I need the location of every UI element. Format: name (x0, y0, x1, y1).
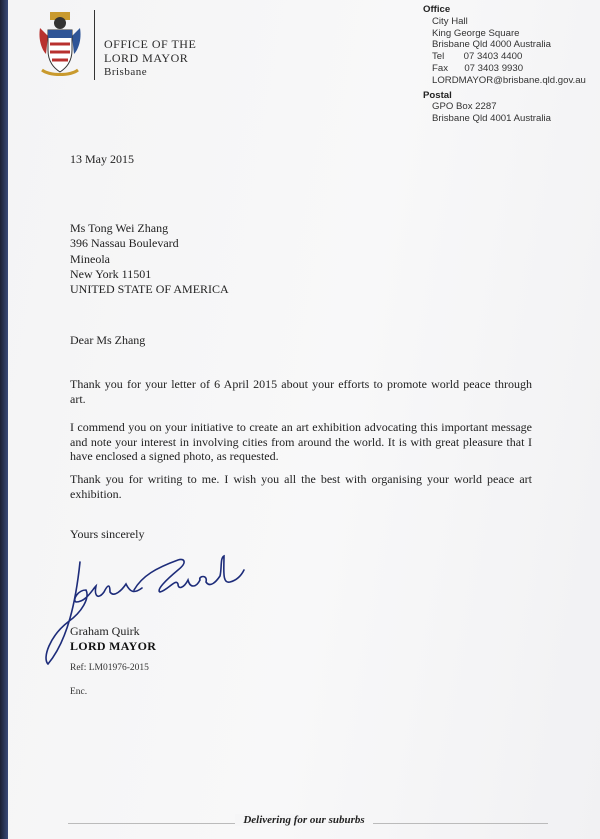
footer-slogan-text: Delivering for our suburbs (235, 814, 372, 826)
office-city: Brisbane (104, 66, 148, 78)
signatory-name: Graham Quirk (70, 624, 140, 638)
fax-label: Fax (432, 62, 448, 74)
email-address: LORDMAYOR@brisbane.qld.gov.au (432, 74, 586, 86)
enclosure-note: Enc. (70, 687, 88, 697)
salutation: Dear Ms Zhang (70, 333, 146, 347)
telephone (423, 51, 600, 63)
closing: Yours sincerely (70, 527, 145, 541)
contact-block (423, 4, 600, 125)
letterhead-title (104, 37, 254, 79)
body-paragraph: Thank you for writing to me. I wish you all the best with organising your world peace art exhibition. (70, 472, 532, 501)
tel-number: 07 3403 4400 (463, 51, 523, 63)
body-paragraph: Thank you for your letter of 6 April 2015 about your efforts to promote world peace through art. (70, 377, 532, 406)
body-paragraph: I commend you on your initiative to create an art exhibition advocating this important message and note your interest in involving cities from around the world. It is with great pleasure that I have enclosed a signed photo, as requested. (70, 420, 532, 463)
reference-number: Ref: LM01976-2015 (70, 663, 149, 673)
letterhead-divider (94, 10, 95, 80)
coat-of-arms-icon (36, 10, 84, 80)
page-edge (0, 0, 8, 839)
recipient-line: UNITED STATE OF AMERICA (70, 282, 229, 297)
office-heading: Office (423, 4, 451, 15)
footer-slogan (8, 814, 600, 826)
letter-date: 13 May 2015 (70, 152, 134, 166)
recipient-line: New York 11501 (70, 266, 152, 281)
signatory-title: LORD MAYOR (70, 639, 157, 653)
postal-line: Brisbane Qld 4001 Australia (432, 113, 551, 125)
recipient-address (70, 221, 229, 297)
office-address-line: King George Square (432, 27, 520, 39)
letter-page (8, 0, 600, 839)
tel-label: Tel (432, 51, 445, 63)
office-address-line: Brisbane Qld 4000 Australia (432, 39, 551, 51)
office-address-line: City Hall (432, 15, 468, 27)
postal-heading: Postal (423, 89, 452, 101)
office-line-2: LORD MAYOR (104, 51, 189, 65)
recipient-line: Ms Tong Wei Zhang (70, 221, 169, 235)
fax (423, 63, 600, 75)
recipient-line: 396 Nassau Boulevard (70, 236, 179, 251)
postal-line: GPO Box 2287 (432, 101, 497, 113)
recipient-line: Mineola (70, 251, 110, 266)
office-line-1: OFFICE OF THE (104, 37, 197, 51)
fax-number: 07 3403 9930 (464, 62, 524, 74)
